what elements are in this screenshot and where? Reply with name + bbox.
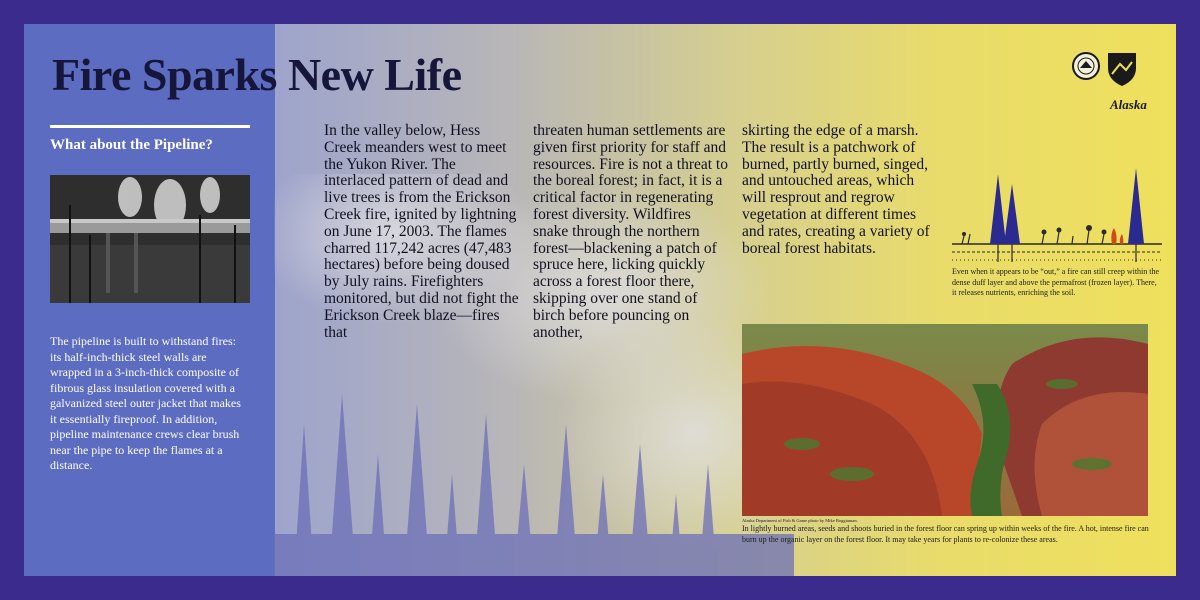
page-title: Fire Sparks New Life [52, 49, 462, 100]
pipeline-fire-photo [50, 175, 250, 303]
blm-shield-icon [1108, 53, 1136, 86]
main-text-column-1: In the valley below, Hess Creek meanders west to meet the Yukon River. The interlaced pattern of dead and live trees is from the Erickson Creek fire, ignited by lightning on June 17, 2003. The flames charred 117,242 acres (47,483 hectares) before being doused by July rains. Firefighters monitored, but did not fight the Erickson Creek blaze—fires that [324, 122, 519, 341]
sidebar-heading: What about the Pipeline? [50, 137, 213, 153]
aerial-valley-photo [742, 324, 1148, 516]
photo-credit: Alaska Department of Fish & Game photo by Mike Boggiaman. [742, 518, 858, 523]
agency-name: Alaska [1110, 97, 1147, 112]
agency-logos [1072, 48, 1148, 116]
main-text-column-3: skirting the edge of a marsh. The result is a patchwork of burned, partly burned, singed, and untouched areas, which will resprout and regrow vegetation at different times and rates, creating a variety of boreal forest habitats. [742, 122, 930, 257]
aerial-caption: In lightly burned areas, seeds and shoots buried in the forest floor can spring up within weeks of the fire. A hot, intense fire can burn up the organic layer on the forest floor. It may take years for plants to re-colonize these areas. [742, 524, 1149, 544]
main-text-column-2: threaten human settlements are given first priority for staff and resources. Fire is not a threat to the boreal forest; in fact, it is a critical factor in regenerating forest diversity. Wildfires snake through the northern forest—blackening a patch of spruce here, licking quickly across a forest floor there, skipping over one stand of birch before pouncing on another, [533, 122, 728, 341]
sign-panel [24, 24, 1176, 576]
seal-icon [1073, 53, 1099, 79]
sidebar-text: The pipeline is built to withstand fires: its half-inch-thick steel walls are wrapped in a 3-inch-thick composite of fibrous glass insulation covered with a galvanized steel outer jacket that makes it essentially fireproof. In addition, pipeline maintenance crews clear brush near the pipe to keep the flames at a distance. [50, 334, 241, 472]
heading-rule [50, 125, 250, 128]
forest-regrowth-diagram [952, 144, 1162, 264]
diagram-caption: Even when it appears to be “out,” a fire can still creep within the dense duff layer and above the permafrost (frozen layer). There, it releases nutrients, enriching the soil. [952, 267, 1160, 297]
